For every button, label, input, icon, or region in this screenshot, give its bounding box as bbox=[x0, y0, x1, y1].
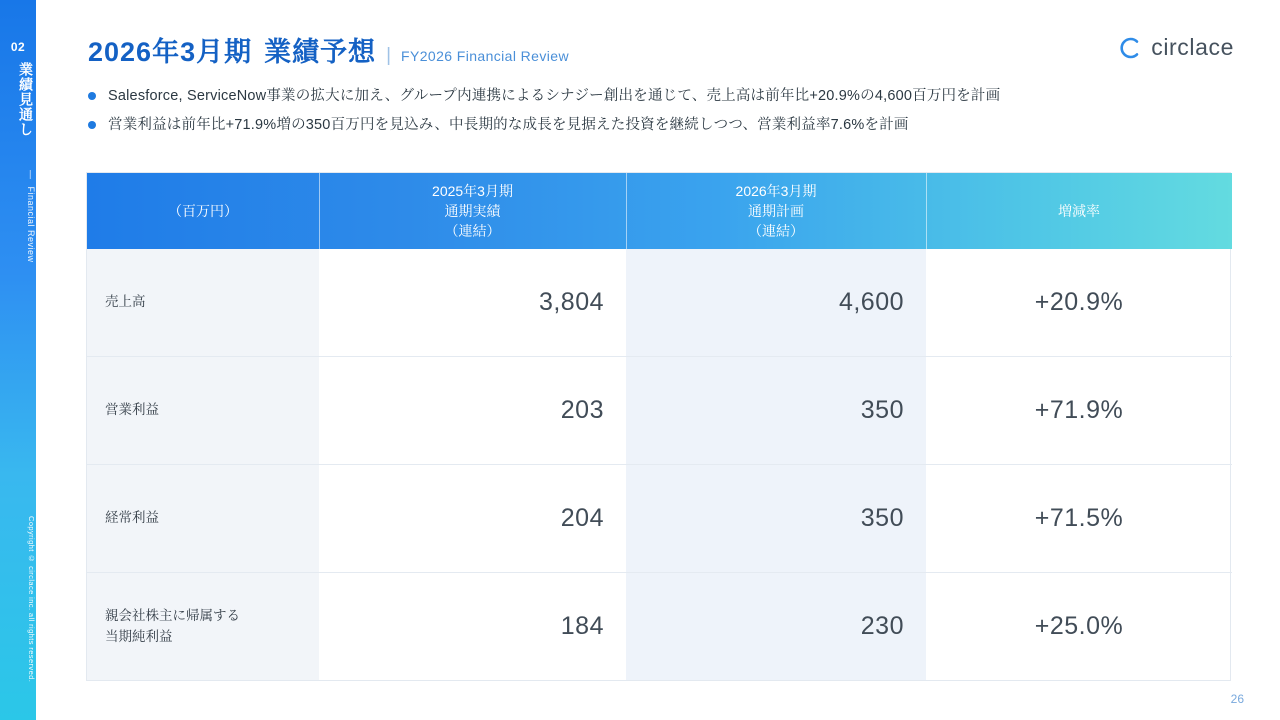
row-label bbox=[87, 573, 319, 681]
header-line: 通期実績 bbox=[444, 202, 501, 219]
row-change-value: +71.9% bbox=[926, 357, 1232, 465]
title-main bbox=[88, 30, 376, 69]
section-title: 業績見通し bbox=[18, 62, 34, 137]
section-rail bbox=[0, 0, 36, 720]
table-row bbox=[87, 357, 1232, 465]
bullet-item bbox=[88, 86, 1218, 108]
table-row bbox=[87, 249, 1232, 357]
section-number: 02 bbox=[10, 40, 26, 54]
header-line: （連結） bbox=[444, 223, 501, 240]
header-line: （百万円） bbox=[168, 202, 238, 219]
brand-name: circlace bbox=[1151, 34, 1234, 60]
bullet-list bbox=[88, 86, 1218, 144]
bullet-dot-icon bbox=[88, 121, 96, 129]
row-plan-value: 230 bbox=[626, 573, 926, 681]
row-label: 営業利益 bbox=[87, 357, 319, 465]
section-subtitle-text: Financial Review bbox=[26, 186, 36, 263]
header-cell-fy2025 bbox=[319, 173, 626, 249]
row-actual-value: 3,804 bbox=[319, 249, 626, 357]
row-label-line: 親会社株主に帰属する bbox=[105, 608, 240, 624]
bullet-text: 営業利益は前年比+71.9%増の350百万円を見込み、中長期的な成長を見据えた投資を継続しつつ、営業利益率7.6%を計画 bbox=[108, 116, 909, 133]
bullet-dot-icon bbox=[88, 92, 96, 100]
row-actual-value: 204 bbox=[319, 465, 626, 573]
table-header-row bbox=[87, 173, 1232, 249]
row-actual-value: 184 bbox=[560, 612, 604, 640]
row-change-value: +20.9% bbox=[926, 249, 1232, 357]
brand-logo bbox=[1118, 34, 1234, 61]
header-line: 増減率 bbox=[1058, 202, 1100, 219]
section-subtitle bbox=[0, 170, 36, 263]
title-en: FY2026 Financial Review bbox=[401, 48, 569, 64]
row-change-value: +25.0% bbox=[1034, 612, 1124, 640]
table-body bbox=[87, 249, 1232, 680]
page-number: 26 bbox=[1230, 692, 1244, 706]
title-divider: | bbox=[386, 45, 392, 66]
header-line: 2026年3月期 bbox=[735, 182, 817, 199]
row-label: 売上高 bbox=[87, 249, 319, 357]
page-title bbox=[88, 30, 569, 69]
row-label: 経常利益 bbox=[87, 465, 319, 573]
circlace-c-icon bbox=[1118, 36, 1142, 60]
row-actual-value: 203 bbox=[319, 357, 626, 465]
header-line: 2025年3月期 bbox=[432, 182, 513, 199]
row-plan-value: 350 bbox=[626, 465, 926, 573]
row-plan-value: 350 bbox=[626, 357, 926, 465]
header-cell-fy2026 bbox=[626, 173, 926, 249]
table-row bbox=[87, 465, 1232, 573]
row-label-line: 当期純利益 bbox=[105, 628, 173, 644]
bullet-text: Salesforce, ServiceNow事業の拡大に加え、グループ内連携によるシナジー創出を通じて、売上高は前年比+20.9%の4,600百万円を計画 bbox=[108, 88, 1001, 104]
header-cell-unit bbox=[87, 173, 319, 249]
title-jp-2: 業績予想 bbox=[264, 37, 377, 67]
row-plan-value: 4,600 bbox=[626, 249, 926, 357]
header-line: 通期計画 bbox=[748, 202, 804, 219]
table-row bbox=[87, 573, 1232, 681]
bullet-item bbox=[88, 115, 1218, 137]
header-cell-change bbox=[926, 173, 1232, 249]
rail-dash: — bbox=[26, 170, 36, 180]
header-line: （連結） bbox=[748, 223, 804, 240]
title-jp-1: 2026年3月期 bbox=[88, 37, 253, 67]
financial-table-container bbox=[86, 172, 1231, 681]
row-change-value: +71.5% bbox=[926, 465, 1232, 573]
table-header bbox=[87, 173, 1232, 249]
copyright-text: Copyright © circlace inc. all rights reserved. bbox=[27, 516, 36, 683]
financial-table bbox=[87, 173, 1232, 680]
